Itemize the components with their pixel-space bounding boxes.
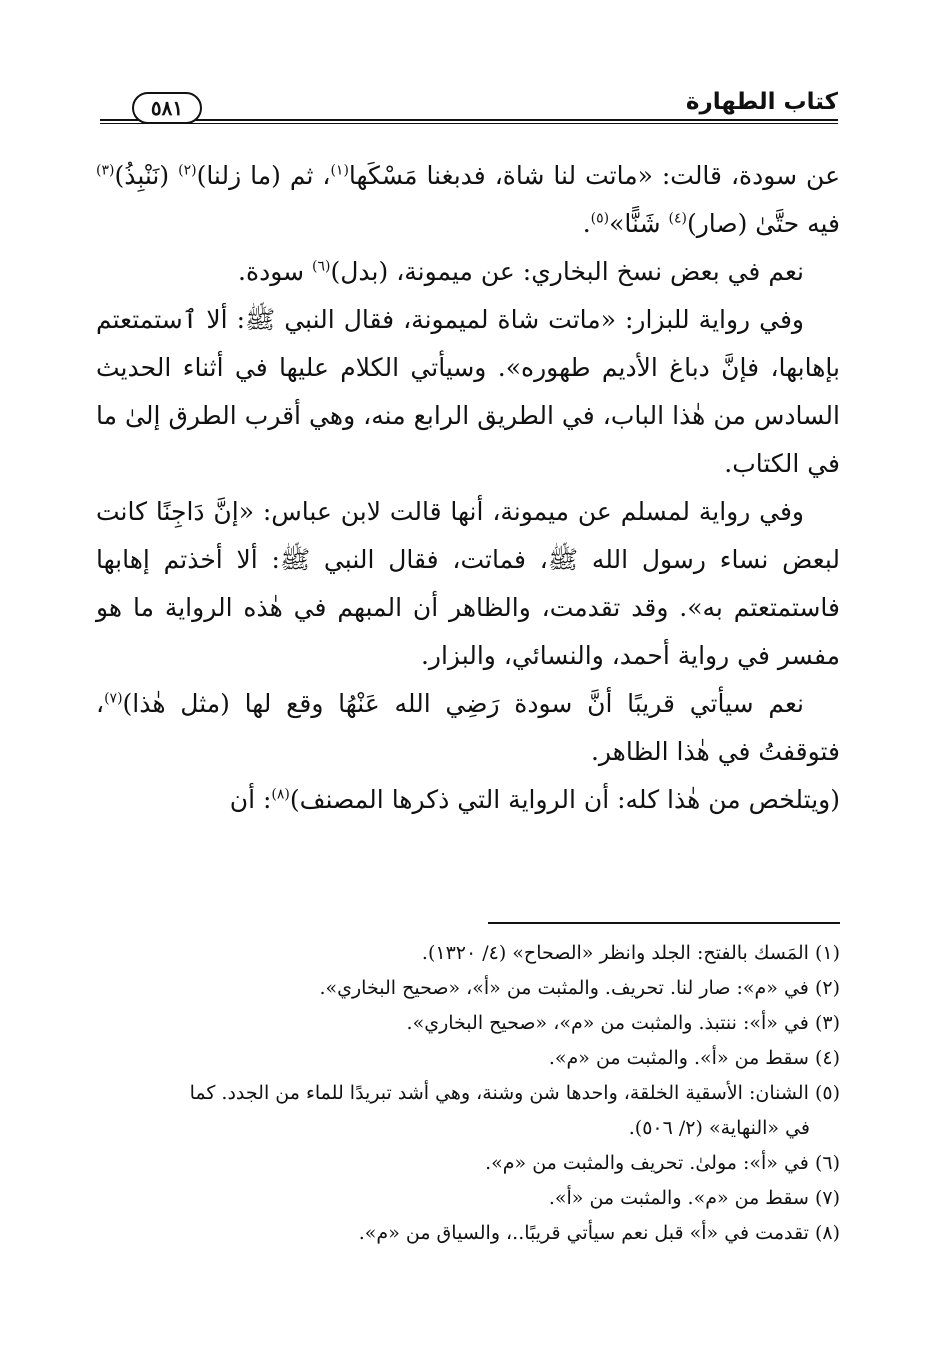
paragraph bbox=[96, 776, 840, 824]
paragraph bbox=[96, 152, 840, 248]
footnote-number: (٤) bbox=[814, 1047, 840, 1069]
footnote-marker: (٤) bbox=[668, 210, 687, 227]
chapter-title: كتاب الطهارة bbox=[685, 89, 838, 115]
text-run: ، ثم (ما زلنا) bbox=[196, 161, 331, 190]
footnote bbox=[96, 1041, 840, 1076]
running-header bbox=[100, 88, 838, 128]
footnote-marker: (١) bbox=[330, 162, 349, 179]
footnote bbox=[96, 936, 840, 971]
footnote-number: (١) bbox=[814, 942, 840, 964]
page-number: ٥٨١ bbox=[132, 92, 202, 124]
footnote-text-continued: في «النهاية» (٢/ ٥٠٦). bbox=[628, 1117, 810, 1139]
paragraph bbox=[96, 248, 840, 296]
footnote-number: (٣) bbox=[814, 1012, 840, 1034]
text-run: . bbox=[582, 209, 591, 238]
footnote-marker: (٨) bbox=[271, 786, 290, 803]
footnote bbox=[96, 971, 840, 1006]
text-run: (نَنْبِذُ) bbox=[114, 161, 179, 190]
footnote-number: (٧) bbox=[814, 1187, 840, 1209]
footnote bbox=[96, 1006, 840, 1041]
footnote-marker: (٢) bbox=[178, 162, 197, 179]
header-rule-thin bbox=[100, 123, 838, 124]
text-run: فيه حتَّىٰ (صار) bbox=[686, 209, 840, 238]
footnote-text: المَسك بالفتح: الجلد وانظر «الصحاح» (٤/ ١٣٢٠). bbox=[421, 942, 809, 964]
footnote-text: تقدمت في «أ» قبل نعم سيأتي قريبًا..، والسياق من «م». bbox=[358, 1222, 809, 1244]
footnote bbox=[96, 1076, 840, 1146]
footnote-marker: (٣) bbox=[96, 162, 115, 179]
footnote-text: في «م»: صار لنا. تحريف. والمثبت من «أ»، «صحيح البخاري». bbox=[319, 977, 809, 999]
paragraph bbox=[96, 296, 840, 488]
footnote bbox=[96, 1216, 840, 1251]
text-run: نعم سيأتي قريبًا أنَّ سودة رَضِي الله عَنْهُا وقع لها (مثل هٰذا) bbox=[122, 689, 804, 718]
text-run: شَنًّا» bbox=[609, 209, 669, 238]
footnote-text: في «أ»: ننتبذ. والمثبت من «م»، «صحيح البخاري». bbox=[406, 1012, 809, 1034]
footnote bbox=[96, 1181, 840, 1216]
paragraph bbox=[96, 680, 840, 776]
main-text bbox=[96, 152, 840, 824]
text-run: (ويتلخص من هٰذا كله: أن الرواية التي ذكرها المصنف) bbox=[289, 785, 840, 814]
text-run: وفي رواية للبزار: «ماتت شاة لميمونة، فقال النبي ﷺ: ألا ٱستمتعتم بإهابها، فإنَّ دباغ الأديم طهوره». وسيأتي الكلام عليها في أثناء الحديث السادس من هٰذا الباب، في الطريق الرابع منه، وهي أقرب الطرق إلىٰ ما في الكتاب. bbox=[96, 305, 840, 478]
footnote-number: (٥) bbox=[814, 1082, 840, 1104]
footnotes bbox=[96, 936, 840, 1251]
text-run: : أن bbox=[229, 785, 272, 814]
footnote-text: الشنان: الأسقية الخلقة، واحدها شن وشنة، وهي أشد تبريدًا للماء من الجدد. كما bbox=[189, 1082, 809, 1104]
text-run: وفي رواية لمسلم عن ميمونة، أنها قالت لابن عباس: «إنَّ دَاجِنًا كانت لبعض نساء رسول الله ﷺ، فماتت، فقال النبي ﷺ: ألا أخذتم إهابها فاستمتعتم به». وقد تقدمت، والظاهر أن المبهم في هٰذه الرواية ما هو مفسر في رواية أحمد، والنسائي، والبزار. bbox=[96, 497, 840, 670]
footnote-marker: (٧) bbox=[104, 690, 123, 707]
text-run: نعم في بعض نسخ البخاري: عن ميمونة، (بدل) bbox=[330, 257, 804, 286]
text-run: ، فتوقفتُ في هٰذا الظاهر. bbox=[96, 689, 840, 766]
text-run: عن سودة، قالت: «ماتت لنا شاة، فدبغنا مَسْكَها bbox=[348, 161, 841, 190]
footnote-text: سقط من «م». والمثبت من «أ». bbox=[548, 1187, 809, 1209]
footnote-marker: (٦) bbox=[312, 258, 331, 275]
footnote-text: سقط من «أ». والمثبت من «م». bbox=[548, 1047, 809, 1069]
footnote-number: (٨) bbox=[814, 1222, 840, 1244]
footnote-text: في «أ»: مولىٰ. تحريف والمثبت من «م». bbox=[485, 1152, 809, 1174]
footnote-number: (٦) bbox=[814, 1152, 840, 1174]
paragraph bbox=[96, 488, 840, 680]
footnote-marker: (٥) bbox=[590, 210, 610, 227]
text-run: سودة. bbox=[238, 257, 313, 286]
footnote bbox=[96, 1146, 840, 1181]
footnote-number: (٢) bbox=[814, 977, 840, 999]
header-rule-thick bbox=[100, 119, 838, 121]
footnote-separator bbox=[488, 922, 840, 924]
